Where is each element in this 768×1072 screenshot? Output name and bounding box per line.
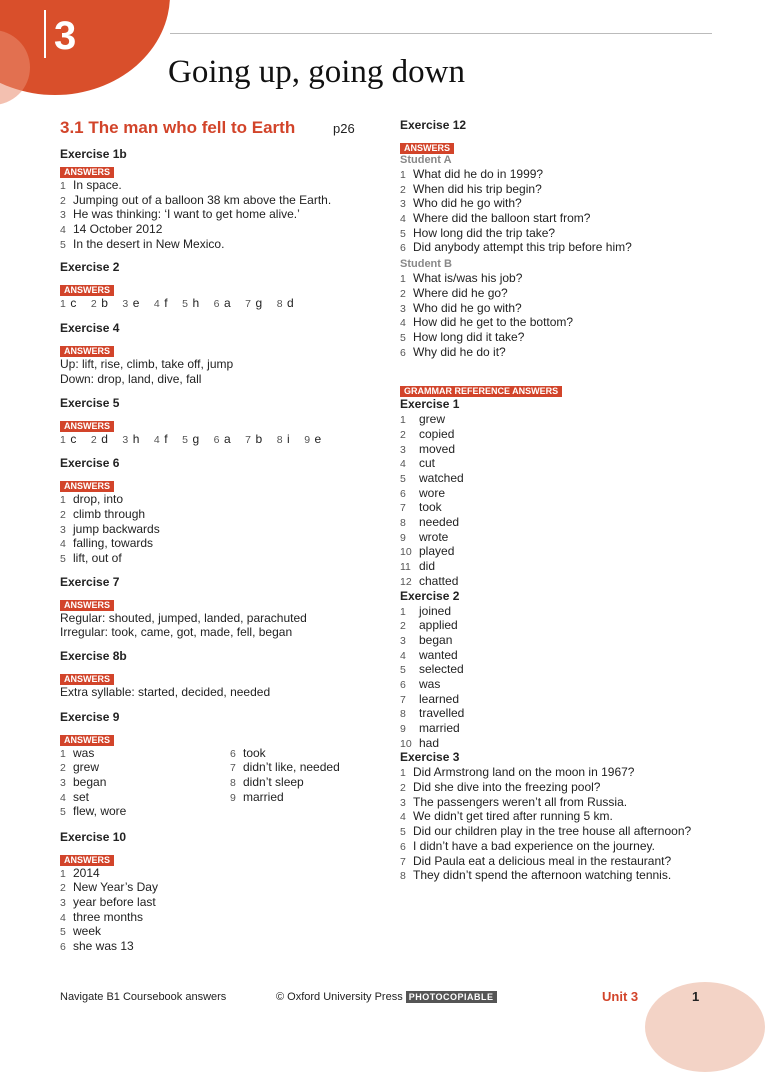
pair-letter: a	[223, 431, 232, 446]
answers-badge: ANSWERS	[60, 285, 114, 296]
answers-badge: ANSWERS	[60, 674, 114, 685]
pair-number: 6	[213, 298, 220, 311]
list-item	[400, 240, 730, 255]
list-item	[400, 427, 730, 442]
item-text: copied	[419, 426, 455, 441]
item-number: 2	[400, 782, 406, 795]
item-text: wrote	[419, 529, 449, 544]
item-text: New Year’s Day	[73, 880, 158, 895]
answers-badge: ANSWERS	[60, 600, 114, 611]
item-text: Did she dive into the freezing pool?	[413, 780, 601, 795]
list-item	[60, 895, 380, 910]
grammar-ex2-list	[400, 604, 730, 751]
exercise-title: Exercise 7	[60, 574, 120, 589]
answers-badge: ANSWERS	[60, 167, 114, 178]
list-item	[60, 492, 380, 507]
item-number: 4	[400, 811, 406, 824]
pair-number: 8	[276, 433, 284, 446]
item-number: 3	[60, 209, 66, 222]
item-text: didn’t sleep	[243, 775, 304, 790]
list-item	[400, 618, 730, 633]
exercise-title: Exercise 5	[60, 395, 120, 410]
item-number: 6	[400, 487, 406, 500]
pair-number: 2	[90, 433, 98, 446]
list-item	[400, 824, 730, 839]
list-item	[400, 412, 730, 427]
item-text: In the desert in New Mexico.	[73, 236, 225, 251]
item-text: grew	[419, 412, 446, 427]
exercise-1b-list	[60, 178, 380, 251]
list-item	[60, 924, 380, 939]
list-item	[400, 182, 730, 197]
item-number: 8	[400, 870, 406, 883]
list-item	[400, 226, 730, 241]
list-item	[60, 522, 380, 537]
list-item	[60, 910, 380, 925]
list-item	[400, 167, 730, 182]
item-number: 5	[400, 227, 406, 240]
list-item	[400, 530, 730, 545]
list-item	[400, 286, 730, 301]
exercise-6-list	[60, 492, 380, 565]
item-text: jump backwards	[73, 521, 160, 536]
student-a-list	[400, 167, 730, 255]
list-item	[400, 648, 730, 663]
pair-number: 3	[122, 433, 129, 446]
item-number: 7	[400, 502, 406, 515]
pair-letter: g	[255, 296, 263, 311]
list-item	[60, 507, 380, 522]
item-number: 4	[400, 458, 406, 471]
unit-number: 3	[54, 14, 77, 58]
item-number: 3	[60, 523, 66, 536]
item-number: 2	[60, 762, 66, 775]
list-item	[60, 866, 380, 881]
item-number: 6	[230, 747, 236, 760]
item-text: In space.	[73, 178, 122, 192]
exercise-title: Exercise 3	[400, 750, 460, 765]
unit-divider	[44, 10, 46, 58]
list-item	[400, 196, 730, 211]
item-number: 4	[400, 213, 406, 226]
item-text: drop, into	[73, 492, 124, 507]
list-item	[230, 760, 340, 775]
item-text: How long did the trip take?	[413, 225, 556, 240]
section-heading: 3.1 The man who fell to Earth	[60, 118, 296, 137]
grammar-ex3-list	[400, 765, 730, 883]
item-text: Did our children play in the tree house all afternoon?	[413, 824, 692, 839]
page-title: Going up, going down	[168, 54, 465, 90]
item-text: The passengers weren’t all from Russia.	[413, 794, 628, 809]
item-number: 1	[400, 169, 406, 181]
item-number: 8	[230, 777, 236, 790]
exercise-title: Exercise 4	[60, 321, 120, 336]
list-item	[60, 804, 380, 819]
list-item	[400, 721, 730, 736]
item-number: 4	[60, 538, 66, 551]
list-item	[400, 271, 730, 286]
item-number: 9	[400, 531, 406, 544]
exercise-5-answers	[60, 432, 380, 447]
item-text: Who did he go with?	[413, 196, 522, 211]
list-item	[400, 765, 730, 780]
list-item	[60, 193, 380, 208]
item-number: 7	[400, 855, 406, 868]
item-text: played	[419, 544, 455, 559]
item-text: set	[73, 789, 90, 804]
list-item	[400, 677, 730, 692]
item-number: 1	[60, 747, 66, 760]
item-number: 5	[400, 473, 406, 485]
publisher-text: © Oxford University Press	[276, 991, 403, 1003]
list-item	[400, 456, 730, 471]
list-item	[400, 559, 730, 574]
pair-letter: i	[287, 431, 291, 446]
answer-line: Down: drop, land, dive, fall	[60, 371, 202, 386]
exercise-9-col-2	[230, 746, 340, 805]
item-text: How did he get to the bottom?	[413, 315, 574, 330]
item-number: 1	[400, 414, 406, 427]
answers-badge: ANSWERS	[60, 481, 114, 492]
item-number: 6	[400, 840, 406, 853]
list-item	[230, 746, 340, 761]
list-item	[400, 330, 730, 345]
list-item	[60, 880, 380, 895]
item-number: 3	[400, 302, 406, 315]
item-text: had	[419, 735, 440, 750]
footer-publisher	[276, 991, 497, 1003]
list-item	[400, 471, 730, 486]
item-text: They didn’t spend the afternoon watching tennis.	[413, 868, 672, 883]
item-number: 2	[400, 428, 406, 441]
list-item	[400, 211, 730, 226]
item-text: learned	[419, 691, 460, 706]
right-column	[400, 118, 730, 883]
list-item	[400, 442, 730, 457]
item-text: began	[73, 775, 107, 790]
item-number: 2	[400, 287, 406, 300]
item-text: 2014	[73, 865, 100, 880]
pair-letter: h	[192, 296, 200, 311]
item-number: 3	[60, 897, 66, 910]
answers-badge: ANSWERS	[60, 855, 114, 866]
item-text: she was 13	[73, 939, 134, 954]
pair-number: 7	[245, 433, 252, 446]
answers-badge: ANSWERS	[400, 143, 454, 154]
list-item	[400, 574, 730, 589]
list-item	[230, 775, 340, 790]
list-item	[400, 780, 730, 795]
item-text: Did Armstrong land on the moon in 1967?	[413, 765, 635, 780]
item-number: 1	[60, 180, 66, 192]
exercise-title: Exercise 6	[60, 456, 120, 471]
pair-letter: h	[132, 431, 140, 446]
item-number: 4	[60, 224, 66, 237]
pair-number: 5	[182, 298, 189, 311]
list-item	[400, 486, 730, 501]
list-item	[400, 500, 730, 515]
list-item	[400, 662, 730, 677]
item-number: 4	[400, 317, 406, 330]
item-number: 10	[400, 737, 412, 750]
item-number: 1	[60, 494, 66, 507]
item-text: didn’t like, needed	[243, 760, 340, 775]
item-text: joined	[419, 603, 452, 618]
item-number: 5	[400, 826, 406, 839]
item-text: three months	[73, 909, 144, 924]
item-text: took	[243, 745, 266, 760]
list-item	[400, 839, 730, 854]
item-number: 2	[60, 508, 66, 521]
list-item	[400, 315, 730, 330]
item-text: chatted	[419, 573, 459, 588]
pair-number: 5	[182, 433, 189, 446]
footer-book: Navigate B1 Coursebook answers	[60, 991, 227, 1003]
exercise-title: Exercise 10	[60, 829, 127, 844]
item-text: applied	[419, 618, 458, 633]
pair-letter: c	[70, 296, 77, 311]
pair-number: 4	[153, 298, 161, 311]
item-number: 2	[400, 183, 406, 196]
list-item	[400, 854, 730, 869]
page-number: 1	[692, 989, 700, 1004]
item-text: wanted	[419, 647, 458, 662]
list-item	[400, 544, 730, 559]
item-text: Who did he go with?	[413, 300, 522, 315]
exercise-2-answers	[60, 296, 380, 311]
item-number: 4	[60, 791, 66, 804]
answer-line: Regular: shouted, jumped, landed, parachuted	[60, 610, 307, 625]
item-number: 4	[60, 911, 66, 924]
item-number: 9	[230, 791, 236, 804]
item-number: 1	[60, 867, 66, 880]
list-item	[400, 604, 730, 619]
pair-letter: c	[70, 431, 77, 446]
pair-number: 1	[60, 433, 67, 446]
item-number: 6	[400, 678, 406, 691]
list-item	[400, 795, 730, 810]
answers-badge: ANSWERS	[60, 346, 114, 357]
answer-line: Up: lift, rise, climb, take off, jump	[60, 357, 234, 372]
exercise-title: Exercise 2	[400, 588, 460, 603]
item-number: 8	[400, 517, 406, 530]
list-item	[400, 301, 730, 316]
item-text: Where did he go?	[413, 285, 508, 300]
list-item	[400, 706, 730, 721]
item-number: 9	[400, 723, 406, 735]
pair-letter: f	[164, 431, 169, 446]
list-item	[60, 178, 380, 193]
item-number: 1	[400, 605, 406, 618]
section-page-ref: p26	[333, 121, 355, 136]
pair-letter: g	[192, 431, 200, 446]
item-text: 14 October 2012	[73, 222, 163, 237]
exercise-title: Exercise 12	[400, 118, 467, 132]
item-text: Did anybody attempt this trip before him?	[413, 240, 632, 255]
item-text: cut	[419, 456, 436, 471]
list-item	[230, 790, 340, 805]
exercise-title: Exercise 1	[400, 397, 460, 412]
item-number: 8	[400, 708, 406, 721]
answer-line: Irregular: took, came, got, made, fell, began	[60, 625, 293, 640]
exercise-title: Exercise 2	[60, 260, 120, 275]
item-number: 5	[400, 331, 406, 344]
item-text: took	[419, 500, 442, 515]
list-item	[60, 551, 380, 566]
item-text: Where did the balloon start from?	[413, 211, 591, 226]
item-text: married	[419, 721, 460, 735]
pair-letter: a	[223, 296, 232, 311]
item-text: He was thinking: ‘I want to get home alive.’	[73, 207, 300, 222]
page-number-circle	[645, 982, 765, 1072]
item-text: began	[419, 632, 453, 647]
item-number: 5	[60, 238, 66, 251]
exercise-title: Exercise 1b	[60, 147, 127, 161]
item-text: married	[243, 789, 284, 804]
list-item	[400, 809, 730, 824]
item-text: was	[73, 745, 95, 760]
pair-number: 7	[245, 298, 252, 311]
item-number: 5	[60, 806, 66, 819]
item-number: 3	[400, 796, 406, 809]
pair-number: 8	[276, 298, 284, 311]
item-text: Jumping out of a balloon 38 km above the Earth.	[73, 192, 332, 207]
item-text: wore	[419, 485, 446, 500]
item-text: What is/was his job?	[413, 271, 523, 286]
item-number: 12	[400, 575, 412, 588]
pair-number: 2	[90, 298, 98, 311]
item-text: did	[419, 559, 436, 574]
item-number: 6	[400, 346, 406, 359]
list-item	[400, 736, 730, 751]
exercise-10-list	[60, 866, 380, 954]
pair-number: 6	[213, 433, 220, 446]
item-text: needed	[419, 515, 460, 530]
item-text: lift, out of	[73, 550, 122, 565]
item-text: Why did he do it?	[413, 344, 506, 359]
item-text: moved	[419, 441, 456, 456]
item-text: was	[419, 676, 441, 691]
pair-number: 9	[304, 433, 311, 446]
pair-letter: e	[314, 431, 322, 446]
pair-number: 1	[60, 298, 67, 311]
answer-line: Extra syllable: started, decided, needed	[60, 685, 271, 699]
pair-letter: d	[287, 296, 295, 311]
item-number: 2	[60, 194, 66, 207]
item-number: 10	[400, 546, 412, 559]
grammar-reference-badge: GRAMMAR REFERENCE ANSWERS	[400, 386, 562, 397]
item-number: 4	[400, 649, 406, 662]
item-number: 6	[400, 242, 406, 255]
item-text: year before last	[73, 895, 156, 910]
item-text: Did Paula eat a delicious meal in the restaurant?	[413, 853, 672, 868]
item-number: 1	[400, 767, 406, 780]
student-a-label: Student A	[400, 154, 452, 166]
item-text: flew, wore	[73, 804, 127, 819]
item-number: 2	[400, 620, 406, 633]
pair-letter: b	[255, 431, 263, 446]
item-text: grew	[73, 760, 100, 775]
item-number: 2	[60, 882, 66, 895]
student-b-list	[400, 271, 730, 359]
left-column	[60, 147, 380, 954]
item-text: climb through	[73, 506, 146, 521]
item-number: 7	[230, 762, 236, 775]
photocopiable-badge: PHOTOCOPIABLE	[406, 991, 497, 1003]
top-rule	[170, 33, 712, 34]
exercise-title: Exercise 9	[60, 709, 120, 724]
item-text: When did his trip begin?	[413, 181, 542, 196]
item-number: 5	[400, 664, 406, 677]
item-number: 7	[400, 693, 406, 706]
item-number: 3	[60, 777, 66, 790]
answers-badge: ANSWERS	[60, 735, 114, 746]
pair-letter: d	[101, 431, 109, 446]
item-number: 11	[400, 561, 411, 574]
item-text: falling, towards	[73, 536, 154, 551]
list-item	[60, 939, 380, 954]
item-text: week	[73, 924, 102, 939]
item-number: 5	[60, 552, 66, 565]
list-item	[400, 345, 730, 360]
item-text: We didn’t get tired after running 5 km.	[413, 809, 613, 824]
list-item	[400, 515, 730, 530]
item-text: selected	[419, 662, 464, 677]
item-number: 3	[400, 443, 406, 456]
item-number: 3	[400, 634, 406, 647]
item-text: watched	[419, 471, 464, 485]
list-item	[60, 237, 380, 252]
student-b-label: Student B	[400, 258, 452, 271]
exercise-title: Exercise 8b	[60, 649, 127, 663]
pair-letter: f	[164, 296, 169, 311]
list-item	[60, 222, 380, 237]
item-number: 5	[60, 926, 66, 939]
item-text: What did he do in 1999?	[413, 167, 544, 181]
item-text: I didn’t have a bad experience on the journey.	[413, 838, 655, 853]
list-item	[400, 692, 730, 707]
item-text: How long did it take?	[413, 329, 525, 344]
answers-badge: ANSWERS	[60, 421, 114, 432]
list-item	[400, 868, 730, 883]
item-text: travelled	[419, 706, 465, 721]
pair-letter: e	[132, 296, 140, 311]
item-number: 3	[400, 198, 406, 211]
pair-letter: b	[101, 296, 109, 311]
list-item	[60, 207, 380, 222]
item-number: 6	[60, 941, 66, 954]
footer-unit: Unit 3	[602, 989, 639, 1004]
list-item	[60, 536, 380, 551]
list-item	[400, 633, 730, 648]
exercise-9-answers	[60, 746, 380, 821]
pair-number: 3	[122, 298, 129, 311]
grammar-ex1-list	[400, 412, 730, 588]
pair-number: 4	[153, 433, 161, 446]
item-number: 1	[400, 273, 406, 286]
